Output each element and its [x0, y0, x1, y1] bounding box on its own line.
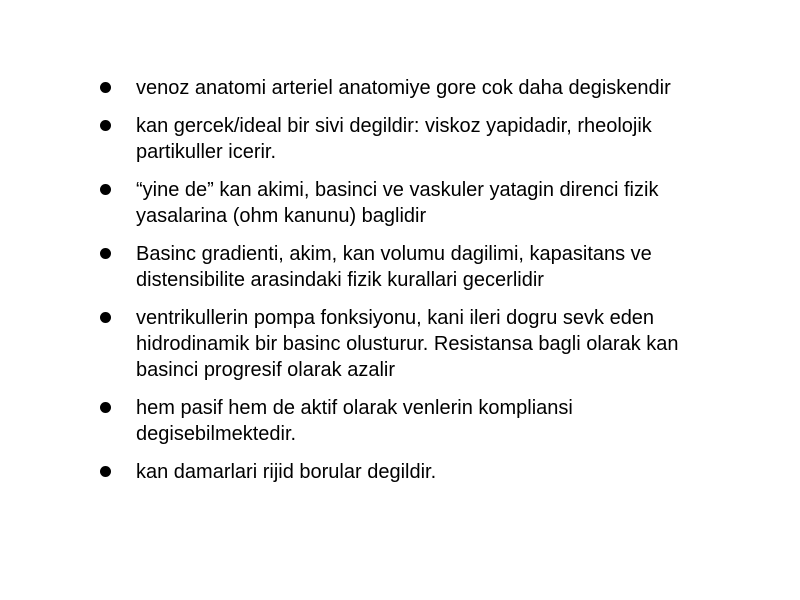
bullet-text: Basinc gradienti, akim, kan volumu dagilimi, kapasitans ve distensibilite arasindaki fizik kurallari gecerlidir: [136, 243, 652, 291]
bullet-item: [98, 459, 738, 485]
bullet-dot-icon: [100, 466, 111, 477]
bullet-text: kan gercek/ideal bir sivi degildir: viskoz yapidadir, rheolojik partikuller icerir.: [136, 115, 652, 163]
bullet-item: [98, 113, 738, 165]
bullet-dot-icon: [100, 82, 111, 93]
bullet-text: kan damarlari rijid borular degildir.: [136, 461, 437, 483]
bullet-dot-icon: [100, 312, 111, 323]
bullet-list: [98, 75, 738, 497]
bullet-text: venoz anatomi arteriel anatomiye gore cok daha degiskendir: [136, 77, 671, 99]
bullet-dot-icon: [100, 402, 111, 413]
bullet-item: [98, 75, 738, 101]
bullet-item: [98, 395, 738, 447]
bullet-dot-icon: [100, 248, 111, 259]
bullet-text: ventrikullerin pompa fonksiyonu, kani ileri dogru sevk eden hidrodinamik bir basinc olusturur. Resistansa bagli olarak kan basinci progresif olarak azalir: [136, 307, 679, 381]
bullet-text: “yine de” kan akimi, basinci ve vaskuler yatagin direnci fizik yasalarina (ohm kanunu) baglidir: [136, 179, 659, 227]
bullet-item: [98, 177, 738, 229]
bullet-dot-icon: [100, 184, 111, 195]
bullet-dot-icon: [100, 120, 111, 131]
bullet-item: [98, 241, 738, 293]
bullet-text: hem pasif hem de aktif olarak venlerin kompliansi degisebilmektedir.: [136, 397, 573, 445]
bullet-item: [98, 305, 738, 383]
